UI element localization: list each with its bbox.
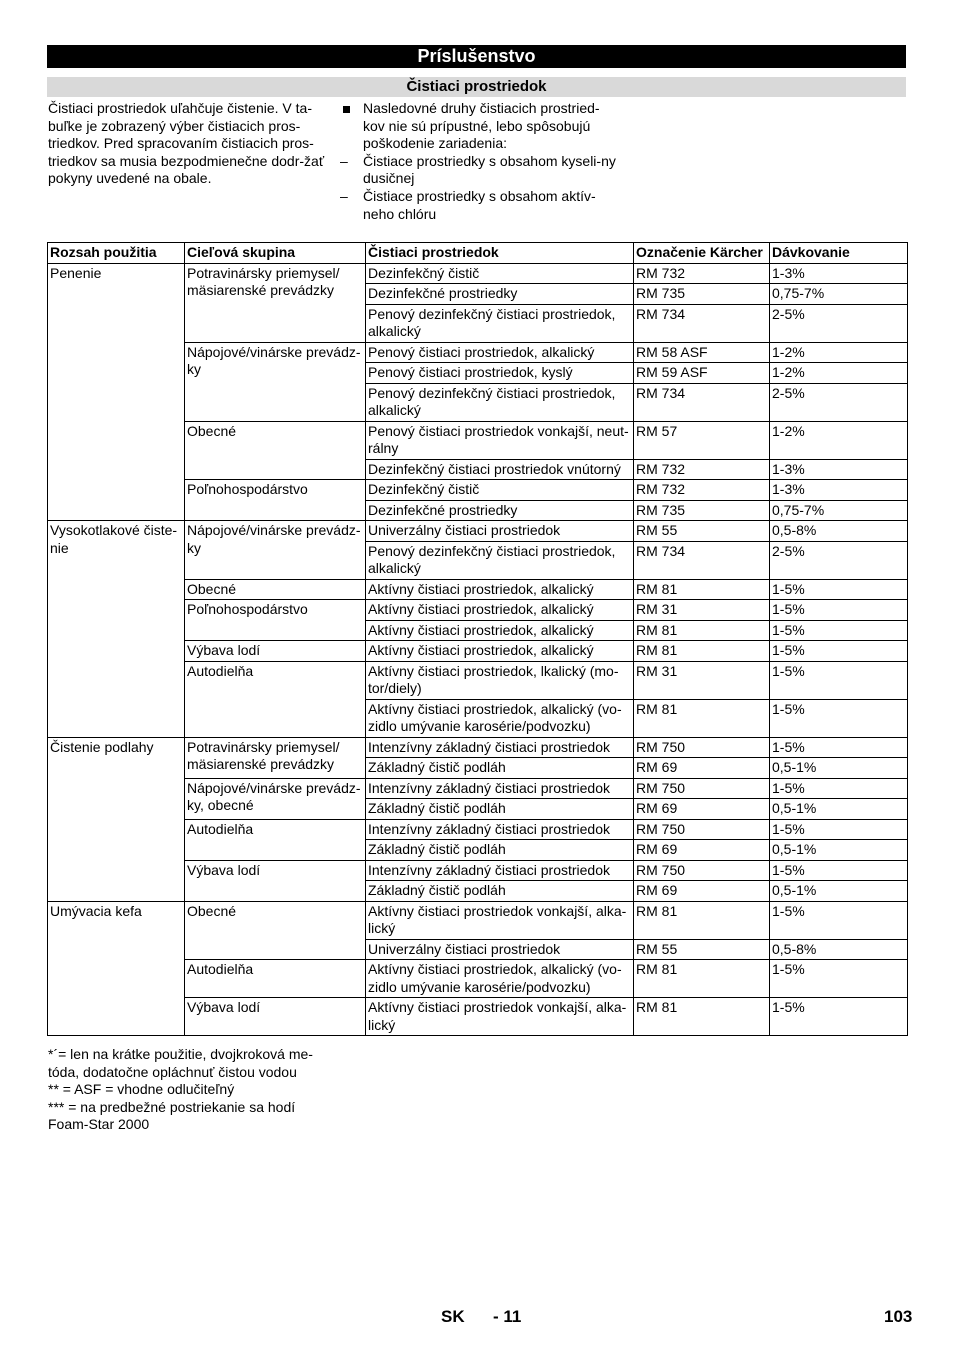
- page-title: Príslušenstvo: [47, 45, 906, 68]
- agent-cell: Základný čistič podláh: [366, 840, 634, 861]
- dosage-cell: 1-2%: [770, 363, 908, 384]
- target-group-cell: Výbava lodí: [185, 998, 366, 1036]
- agent-cell: Aktívny čistiaci prostriedok, alkalický (vo-zidlo umývanie karosérie/podvozku): [366, 960, 634, 998]
- target-group-cell: Potravinársky priemysel/ mäsiarenské prevádzky: [185, 263, 366, 342]
- footnote: *´= len na krátke použitie, dvojkroková me-tóda, dodatočne opláchnuť čistou vodou: [48, 1046, 313, 1080]
- dosage-cell: 1-5%: [770, 998, 908, 1036]
- column-header: Cieľová skupina: [185, 243, 366, 264]
- target-group-cell: Poľnohospodárstvo: [185, 600, 366, 641]
- karcher-code-cell: RM 734: [634, 541, 770, 579]
- agent-cell: Intenzívny základný čistiaci prostriedok: [366, 737, 634, 758]
- karcher-code-cell: RM 55: [634, 939, 770, 960]
- warning-dash-text: Čistiace prostriedky s obsahom aktív-neho chlóru: [363, 187, 596, 222]
- dosage-cell: 0,75-7%: [770, 284, 908, 305]
- footer-page-number: 103: [884, 1307, 913, 1326]
- agent-cell: Dezinfekčné prostriedky: [366, 284, 634, 305]
- area-cell: Penenie: [48, 263, 185, 521]
- target-group-cell: Autodielňa: [185, 661, 366, 737]
- target-group-cell: Nápojové/vinárske prevádz-ky: [185, 342, 366, 421]
- agent-cell: Penový dezinfekčný čistiaci prostriedok, alkalický: [366, 541, 634, 579]
- karcher-code-cell: RM 735: [634, 284, 770, 305]
- column-header: Dávkovanie: [770, 243, 908, 264]
- karcher-code-cell: RM 750: [634, 778, 770, 799]
- agent-cell: Dezinfekčný čistiaci prostriedok vnútorný: [366, 459, 634, 480]
- target-group-cell: Nápojové/vinárske prevádz-ky, obecné: [185, 778, 366, 819]
- warning-bullet: [340, 100, 620, 153]
- karcher-code-cell: RM 750: [634, 819, 770, 840]
- dosage-cell: 0,75-7%: [770, 500, 908, 521]
- area-cell: Vysokotlakové čiste-nie: [48, 521, 185, 738]
- table-header-row: [48, 243, 908, 264]
- table-body: [48, 263, 908, 1036]
- table-row: [48, 521, 908, 542]
- dash-icon: –: [340, 187, 348, 204]
- agent-cell: Univerzálny čistiaci prostriedok: [366, 521, 634, 542]
- warning-dash-item: [340, 153, 620, 188]
- dosage-cell: 1-5%: [770, 960, 908, 998]
- dosage-cell: 1-5%: [770, 901, 908, 939]
- dosage-cell: 1-3%: [770, 480, 908, 501]
- dosage-cell: 1-5%: [770, 600, 908, 621]
- target-group-cell: Autodielňa: [185, 819, 366, 860]
- dosage-cell: 1-5%: [770, 778, 908, 799]
- target-group-cell: Potravinársky priemysel/ mäsiarenské prevádzky: [185, 737, 366, 778]
- agent-cell: Intenzívny základný čistiaci prostriedok: [366, 860, 634, 881]
- agent-cell: Dezinfekčný čistič: [366, 263, 634, 284]
- karcher-code-cell: RM 81: [634, 620, 770, 641]
- karcher-code-cell: RM 69: [634, 881, 770, 902]
- agent-cell: Penový čistiaci prostriedok, alkalický: [366, 342, 634, 363]
- agent-cell: Aktívny čistiaci prostriedok, alkalický: [366, 579, 634, 600]
- table-row: [48, 901, 908, 939]
- karcher-code-cell: RM 732: [634, 480, 770, 501]
- karcher-code-cell: RM 81: [634, 699, 770, 737]
- karcher-code-cell: RM 59 ASF: [634, 363, 770, 384]
- dosage-cell: 2-5%: [770, 383, 908, 421]
- karcher-code-cell: RM 734: [634, 383, 770, 421]
- karcher-code-cell: RM 69: [634, 840, 770, 861]
- column-header: Čistiaci prostriedok: [366, 243, 634, 264]
- intro-text: Čistiaci prostriedok uľahčuje čistenie. V ta-buľke je zobrazený výber čistiacich pros-triedkov. Pred spracovaním čistiacich pros-triedkov sa musia bezpodmienečne dodr-žať pokyny uvedené na obale.: [48, 100, 325, 187]
- agent-cell: Aktívny čistiaci prostriedok, alkalický (vo-zidlo umývanie karosérie/podvozku): [366, 699, 634, 737]
- karcher-code-cell: RM 732: [634, 459, 770, 480]
- column-header: Označenie Kärcher: [634, 243, 770, 264]
- agent-cell: Aktívny čistiaci prostriedok, alkalický: [366, 641, 634, 662]
- footnote: *** = na predbežné postriekanie sa hodí Foam-Star 2000: [48, 1098, 296, 1132]
- dosage-cell: 1-3%: [770, 459, 908, 480]
- karcher-code-cell: RM 69: [634, 758, 770, 779]
- agent-cell: Aktívny čistiaci prostriedok vonkajší, alka-lický: [366, 901, 634, 939]
- dosage-cell: 2-5%: [770, 304, 908, 342]
- square-bullet-icon: [340, 100, 360, 118]
- warning-list: [340, 100, 620, 223]
- karcher-code-cell: RM 58 ASF: [634, 342, 770, 363]
- karcher-code-cell: RM 69: [634, 799, 770, 820]
- karcher-code-cell: RM 31: [634, 600, 770, 621]
- target-group-cell: Obecné: [185, 579, 366, 600]
- dosage-cell: 1-5%: [770, 620, 908, 641]
- karcher-code-cell: RM 735: [634, 500, 770, 521]
- agent-cell: Penový dezinfekčný čistiaci prostriedok, alkalický: [366, 383, 634, 421]
- karcher-code-cell: RM 81: [634, 960, 770, 998]
- dosage-cell: 1-5%: [770, 819, 908, 840]
- agent-cell: Dezinfekčné prostriedky: [366, 500, 634, 521]
- dosage-cell: 0,5-1%: [770, 840, 908, 861]
- area-cell: Čistenie podlahy: [48, 737, 185, 901]
- agent-cell: Dezinfekčný čistič: [366, 480, 634, 501]
- warning-dash-item: [340, 188, 620, 223]
- area-cell: Umývacia kefa: [48, 901, 185, 1036]
- target-group-cell: Autodielňa: [185, 960, 366, 998]
- karcher-code-cell: RM 81: [634, 998, 770, 1036]
- warning-bullet-text: Nasledovné druhy čistiacich prostried-kov nie sú prípustné, lebo spôsobujú poškodenie zariadenia:: [363, 100, 600, 152]
- agent-cell: Penový dezinfekčný čistiaci prostriedok, alkalický: [366, 304, 634, 342]
- dosage-cell: 0,5-8%: [770, 939, 908, 960]
- dash-icon: –: [340, 152, 348, 169]
- agent-cell: Univerzálny čistiaci prostriedok: [366, 939, 634, 960]
- agent-cell: Základný čistič podláh: [366, 881, 634, 902]
- agent-cell: Základný čistič podláh: [366, 758, 634, 779]
- target-group-cell: Výbava lodí: [185, 641, 366, 662]
- target-group-cell: Obecné: [185, 421, 366, 480]
- karcher-code-cell: RM 31: [634, 661, 770, 699]
- karcher-code-cell: RM 55: [634, 521, 770, 542]
- dosage-cell: 0,5-1%: [770, 799, 908, 820]
- dosage-cell: 1-5%: [770, 579, 908, 600]
- agent-cell: Základný čistič podláh: [366, 799, 634, 820]
- agent-cell: Penový čistiaci prostriedok, kyslý: [366, 363, 634, 384]
- dosage-cell: 1-5%: [770, 699, 908, 737]
- agent-cell: Aktívny čistiaci prostriedok, alkalický: [366, 600, 634, 621]
- agent-cell: Aktívny čistiaci prostriedok, lkalický (mo-tor/diely): [366, 661, 634, 699]
- karcher-code-cell: RM 750: [634, 737, 770, 758]
- karcher-code-cell: RM 81: [634, 641, 770, 662]
- karcher-code-cell: RM 750: [634, 860, 770, 881]
- dosage-cell: 1-3%: [770, 263, 908, 284]
- dosage-cell: 1-5%: [770, 860, 908, 881]
- karcher-code-cell: RM 732: [634, 263, 770, 284]
- target-group-cell: Obecné: [185, 901, 366, 960]
- dosage-cell: 0,5-1%: [770, 881, 908, 902]
- karcher-code-cell: RM 57: [634, 421, 770, 459]
- warning-dash-text: Čistiace prostriedky s obsahom kyseli-ny dusičnej: [363, 152, 616, 187]
- dosage-cell: 0,5-1%: [770, 758, 908, 779]
- agent-cell: Aktívny čistiaci prostriedok, alkalický: [366, 620, 634, 641]
- agent-cell: Intenzívny základný čistiaci prostriedok: [366, 819, 634, 840]
- cleaning-agents-table: [47, 242, 908, 1036]
- karcher-code-cell: RM 81: [634, 579, 770, 600]
- agent-cell: Aktívny čistiaci prostriedok vonkajší, alka-lický: [366, 998, 634, 1036]
- column-header: Rozsah použitia: [48, 243, 185, 264]
- dosage-cell: 2-5%: [770, 541, 908, 579]
- target-group-cell: Poľnohospodárstvo: [185, 480, 366, 521]
- dosage-cell: 1-5%: [770, 737, 908, 758]
- table-row: [48, 263, 908, 284]
- footer-section-page: - 11: [493, 1307, 522, 1326]
- dosage-cell: 1-5%: [770, 661, 908, 699]
- footer-language: SK: [441, 1307, 465, 1326]
- karcher-code-cell: RM 81: [634, 901, 770, 939]
- agent-cell: Penový čistiaci prostriedok vonkajší, neut-rálny: [366, 421, 634, 459]
- agent-cell: Intenzívny základný čistiaci prostriedok: [366, 778, 634, 799]
- target-group-cell: Nápojové/vinárske prevádz-ky: [185, 521, 366, 580]
- dosage-cell: 1-5%: [770, 641, 908, 662]
- target-group-cell: Výbava lodí: [185, 860, 366, 901]
- footnote: ** = ASF = vhodne odlučiteľný: [48, 1081, 235, 1097]
- section-title: Čistiaci prostriedok: [47, 77, 906, 97]
- table-row: [48, 737, 908, 758]
- karcher-code-cell: RM 734: [634, 304, 770, 342]
- dosage-cell: 1-2%: [770, 421, 908, 459]
- dosage-cell: 0,5-8%: [770, 521, 908, 542]
- dosage-cell: 1-2%: [770, 342, 908, 363]
- footnotes: [48, 1046, 338, 1134]
